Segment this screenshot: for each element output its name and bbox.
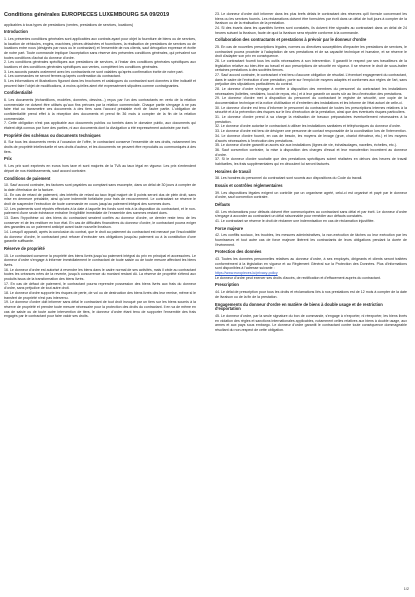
paragraph: 2. Les conditions générales spécifiques aux prestations de services, à l'instar des conditions générales spécifiques aux locations et des conditions générales spécifiques aux ventes, complètent les conditions générales. [4,60,196,69]
section-heading: Force majeure [215,225,243,231]
document-title: Conditions générales EUROPIECES LUXEMBOURG SA 09/2019 [4,12,170,18]
paragraph: 36. Sauf convention contraire, la mise à disposition des charges d'essai et leur manutention incombent au donneur d'ordre. [215,147,407,157]
privacy-policy-link[interactable]: https://www.europieces.lu/privacy-policy [215,271,278,276]
section-heading: Réserve de propriété [4,245,45,251]
paragraph: 34. Le donneur d'ordre fournit, en cas de besoin, les moyens de levage (grue, chariot élévateur, etc.) et les moyens d'accès nécessaires à l'exécution des prestations. [215,133,407,143]
paragraph: 28. Le donneur d'ordre s'engage à mettre à disposition des membres du personnel du contractant les installations nécessaires (toilettes, vestiaires, local de repos, etc.) et à leur garantir un accès sûr au lieu d'exécution des prestations. [215,87,407,96]
paragraph: 44. Le délai de prescription pour tous les droits et réclamations liés à nos prestations est de 12 mois à compter de la date de livraison ou de la fin de la prestation. [215,290,407,299]
paragraph: 31. Le donneur d'ordre prend à sa charge la réalisation de travaux préparatoires éventuellement nécessaires à la prestation. [215,115,407,124]
paragraph: 1. Les présentes conditions générales sont applicables aux contrats ayant pour objet la fourniture de biens ou de services, la location de véhicules, engins, machines, pièces détachées et fournitures, la réalisation de prestations de services ou de locations entre nous (désignés par nous ou le contractant) et l'ensemble de nos clients, sauf dérogation expresse et écrite de notre part. Toute commande implique l'acceptation sans réserve des présentes conditions générales, qui prévalent sur toutes conditions d'achat du donneur d'ordre. [4,36,196,60]
section-heading: Protection des données [215,249,262,255]
paragraph: 16. Le donneur d'ordre est autorisé à revendre les biens dans le cadre normal de ses activités, mais il cède au contractant toutes les créances nées de la revente, jusqu'à concurrence du montant restant dû. La réserve de propriété s'étend aux produits issus de la transformation des biens livrés. [4,267,196,282]
section-heading: Horaires de travail [215,168,251,174]
paragraph: applicables à tous types de prestations (ventes, prestations de services, locations) [4,22,134,27]
paragraph: 4. Les commandes ne seront fermes qu'après confirmation du contractant. [4,74,121,79]
paragraph: 30. Le donneur d'ordre est tenu d'informer le personnel du contractant de toutes les prescriptions internes relatives à la sécurité et à la prévention des risques sur le lieu d'exécution de la prestation, ainsi que des éventuels risques particuliers. [215,105,407,115]
paragraph: 45. Le donneur d'ordre, par la seule signature du bon de commande, s'engage à n'exporter, ni réexporter, les biens livrés en violation des règles et sanctions internationales applicables, notamment celles relatives aux biens à double usage, aux armes et aux pays sous embargo. Le donneur d'ordre garantit le contractant contre toute conséquence dommageable résultant du non-respect de cette obligation. [215,313,407,332]
paragraph: 40. Les réclamations pour défauts doivent être communiquées au contractant sans délai et par écrit. Le donneur d'ordre s'engage à accorder au contractant un délai raisonnable pour remédier aux défauts constatés. [215,209,407,219]
paragraph: 17. En cas de défaut de paiement, le contractant pourra reprendre possession des biens livrés aux frais du donneur d'ordre, sans préjudice de tout autre droit. [4,281,196,291]
paragraph: 25. En cas de nouvelles prescriptions légales, normes ou directives susceptibles d'impacter les prestations de services, le contractant pourra procéder à l'adaptation de ses prestations et de sa capacité technique et humaine, et se réserve le droit d'adapter son prix en conséquence. [215,45,407,59]
section-heading: Introduction [4,29,28,35]
section-heading: Défauts [215,201,231,207]
paragraph: 14. Lorsqu'il apparaît, après la conclusion du contrat, que le droit au paiement du contractant est menacé par l'insolvabilité du donneur d'ordre, le contractant peut refuser d'exécuter ses obligations jusqu'au paiement ou à la constitution d'une garantie suffisante. [4,229,196,244]
paragraph: 33. Le donneur d'ordre est tenu de désigner une personne de contact responsable de la coordination lors de l'intervention. [215,129,407,134]
paragraph: 12. Les paiements sont réputés effectués à la date à laquelle les fonds sont mis à la disposition du contractant, et le non-paiement d'une seule échéance entraîne l'exigibilité immédiate de l'ensemble des sommes restant dues. [4,206,196,216]
paragraph: 38. Les horaires du personnel du contractant sont soumis aux dispositions du Code du travail. [215,176,363,181]
paragraph: 9. Les prix sont exprimés en euros hors taxe et sont majorés de la TVA au taux légal en vigueur. Les prix s'entendent départ de nos établissements, sauf accord contraire. [4,164,196,173]
paragraph: 5. Les informations et illustrations figurant dans les brochures et catalogues du contractant sont données à titre indicatif et peuvent faire l'objet de modifications, à moins qu'elles aient été expressément stipulées comme contraignantes. [4,79,196,88]
paragraph: 39. Les dispositions légales exigent un contrôle par un organisme agréé, celui-ci est organisé et payé par le donneur d'ordre, sauf convention contraire. [215,190,407,200]
section-heading: Propriété des schémas ou documents techniques [4,132,101,138]
section-heading: Conditions de paiement [4,175,51,181]
section-heading: Essais et contrôles réglementaires [215,182,283,188]
paragraph: 23. Le donneur d'ordre doit informer dans les plus brefs délais le contractant des réserves qu'il formule concernant les biens ou les services fournis. Les réclamations doivent être formulées par écrit dans un délai de huit jours à compter de la livraison ou de la réalisation de la prestation. [215,12,407,26]
section-heading: Collaboration des contractants et prestations à prévoir par le donneur d'ordre [215,37,367,43]
paragraph: 18. Le donneur d'ordre supporte les risques de perte, de vol ou de destruction des biens livrés dès leur remise, même si le transfert de propriété n'est pas intervenu. [4,291,196,300]
paragraph: 11. En cas de retard de paiement, des intérêts de retard au taux légal majoré de 8 points seront dus de plein droit, sans mise en demeure préalable, ainsi qu'une indemnité forfaitaire pour frais de recouvrement. Le contractant se réserve le droit de suspendre l'exécution de toute commande en cours jusqu'au paiement intégral des sommes dues. [4,192,196,206]
paragraph: 35. Le donneur d'ordre garantit un accès sûr aux installations (lignes de vie, échafaudages, nacelles, échelles, etc.). [215,143,397,148]
paragraph: 41. Le contractant se réserve le droit de réclamer une indemnisation en cas de réclamation injustifiée. [215,219,375,223]
paragraph: 43. Toutes les données personnelles relatives au donneur d'ordre, à ses employés, dirigeants et clients seront traitées conformément à la législation en vigueur et au Règlement Général sur la Protection des Données. Plus d'informations sont disponibles à l'adresse suivante : [215,257,407,271]
paragraph: 42. Les conflits sociaux, les troubles, les mesures administratives, la non-exécution de tâches ou leur exécution par les fournisseurs et tout autre cas de force majeure libèrent les contractants de leurs obligations pendant la durée de l'événement. [215,233,407,247]
section-heading: Prescription [215,282,239,288]
paragraph: 6. Les documents (échantillons, modèles, données, dessins...) reçus par l'un des contractants en vertu de la relation commerciale ne doivent être utilisés qu'aux fins prévues par la relation commerciale. Chaque partie s'engage à ne pas faire état ou transmettre ces documents à des tiers sans l'accord préalable écrit de l'autre partie. L'obligation de confidentialité prend effet à la réception des documents et prend fin 36 mois à compter de la fin de la relation commerciale. [4,98,196,121]
paragraph: 7. Cette obligation n'est pas applicable aux documents publics ou tombés dans le domaine public, aux documents qui étaient déjà connus par l'une des parties, ni aux documents dont la divulgation a été expressément autorisée par écrit. [4,121,196,131]
paragraph: 13. Dans l'hypothèse où des biens du contractant seraient confiés au donneur d'ordre, ce dernier reste tenu de les conserver et de les restituer en bon état. En cas de difficultés financières du donneur d'ordre, le contractant pourra exiger des garanties ou un paiement anticipé avant toute nouvelle livraison. [4,215,196,230]
paragraph: 26. Le contractant fournit tous les outils nécessaires à son intervention. Il garantit le respect par ses travailleurs de la législation relative au bien-être au travail et aux prescriptions de sécurité en vigueur. Il se réserve le droit de sous-traiter certaines prestations à des sociétés tierces. [215,59,407,73]
paragraph: 3. Les accords passés oralement avec les contractants ne sont valables qu'après confirmation écrite de notre part. [4,69,184,74]
section-heading: Engagements du donneur d'ordre en matière de biens à double usage et de restriction d'exportation [215,301,383,312]
paragraph: 8. Sur tous les documents remis à l'occasion de l'offre, le contractant conserve l'ensemble de ses droits, notamment les droits de propriété intellectuelle et ses droits d'auteur, et les documents ne peuvent être reproduits ou communiqués à des tiers. [4,140,196,154]
paragraph: 27. Sauf accord contraire, le contractant n'est tenu d'aucune obligation de résultat. L'éventuel engagement du contractant, dans le cadre de l'exécution d'une prestation, porte sur l'emploi de moyens adaptés et conformes aux règles de l'art, sans préjudice des stipulations particulières du contrat. [215,73,407,87]
paragraph: Le donneur d'ordre peut exercer ses droits d'accès, de rectification et d'effacement auprès du contractant. [215,275,381,280]
paragraph: 15. Le contractant conserve la propriété des biens livrés jusqu'au paiement intégral du prix en principal et accessoires. Le donneur d'ordre s'engage à informer immédiatement le contractant de toute saisie ou de toute mesure affectant les biens livrés. [4,253,196,268]
paragraph: 10. Sauf accord contraire, les factures sont payables au comptant sans escompte, dans un délai de 30 jours à compter de la date d'émission de la facture. [4,183,196,192]
page-number: 1/2 [403,587,409,591]
paragraph: 24. Si des écarts dans les quantités livrées sont constatés, ils doivent être signalés au contractant dans un délai de 24 heures suivant la livraison, faute de quoi la livraison sera réputée conforme à la commande. [215,26,407,35]
paragraph: 19. Le donneur d'ordre doit informer sans délai le contractant de tout droit invoqué par un tiers sur les biens soumis à la réserve de propriété et prendre toute mesure nécessaire pour la protection des droits du contractant. Il en va de même en cas de saisie ou de toute autre intervention de tiers, le donneur d'ordre étant tenu de supporter l'ensemble des frais engagés par le contractant pour faire valoir ses droits. [4,300,196,319]
section-heading: Confidentialité [4,90,33,96]
right-column [215,12,407,584]
left-column [4,12,196,584]
paragraph: 37. Si le donneur d'ordre souhaite que des prestations spécifiques soient réalisées en dehors des heures de travail habituelles, les frais supplémentaires qui en découlent lui seront facturés. [215,157,407,166]
section-heading: Prix [4,156,12,162]
paragraph: 29. Le donneur d'ordre met à disposition du personnel du contractant le registre de sécurité, une copie de la documentation technique et la notice d'utilisation et d'entretien des installations et les informe de l'état actuel de celle-ci. [215,96,407,106]
paragraph: 32. Le donneur d'ordre autorise le contractant à utiliser les installations sanitaires et téléphoniques du donneur d'ordre. [215,124,401,129]
